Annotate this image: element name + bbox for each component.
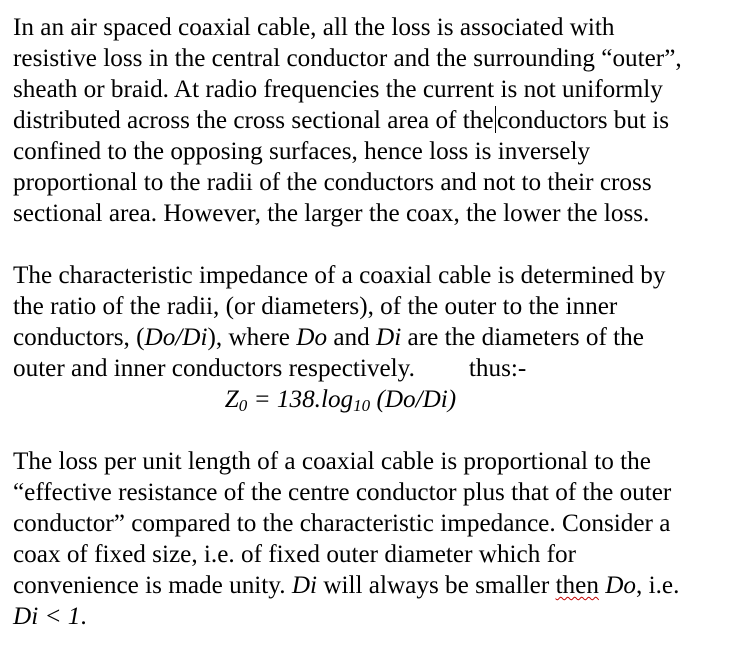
text-line bbox=[13, 601, 728, 632]
italic-text bbox=[13, 603, 80, 630]
formula-subscript: 0 bbox=[238, 396, 248, 415]
italic-text: Do bbox=[605, 572, 637, 599]
spellcheck-flagged-word[interactable]: then bbox=[555, 572, 599, 599]
text-span: Di bbox=[13, 603, 39, 630]
paragraph-2 bbox=[13, 260, 728, 415]
text-line: sheath or braid. At radio frequencies the current is not uniformly bbox=[13, 76, 663, 103]
paragraph-gap bbox=[13, 229, 728, 260]
text-span: and bbox=[327, 324, 377, 351]
formula-symbol: Z bbox=[224, 386, 239, 413]
text-line: “effective resistance of the centre conductor plus that of the outer bbox=[13, 479, 672, 506]
text-line: The loss per unit length of a coaxial cable is proportional to the bbox=[13, 448, 651, 475]
text-cursor bbox=[495, 106, 497, 133]
formula-text: = 138.log bbox=[247, 386, 354, 413]
text-line: proportional to the radii of the conductors and not to their cross bbox=[13, 169, 652, 196]
italic-text: Do bbox=[296, 324, 328, 351]
formula-subscript: 10 bbox=[353, 396, 371, 415]
text-line: the ratio of the radii, (or diameters), of the outer to the inner bbox=[13, 293, 618, 320]
text-span: are the diameters of the bbox=[401, 324, 644, 351]
text-span: will always be smaller bbox=[317, 572, 556, 599]
text-line bbox=[13, 353, 728, 384]
text-span: < 1 bbox=[38, 603, 81, 630]
formula bbox=[225, 386, 456, 413]
text-span: ), where bbox=[207, 324, 297, 351]
text-line bbox=[13, 322, 728, 353]
italic-text: Di bbox=[376, 324, 402, 351]
text-line: coax of fixed size, i.e. of fixed outer diameter which for bbox=[13, 541, 576, 568]
text-line: confined to the opposing surfaces, hence loss is inversely bbox=[13, 138, 591, 165]
text-span: , i.e. bbox=[636, 572, 680, 599]
text-span: conductors, ( bbox=[13, 324, 145, 351]
text-line: sectional area. However, the larger the coax, the lower the loss. bbox=[13, 200, 650, 227]
paragraph-1 bbox=[13, 12, 728, 229]
text-line: The characteristic impedance of a coaxial cable is determined by bbox=[13, 262, 666, 289]
document-body[interactable] bbox=[13, 12, 728, 632]
text-span: . bbox=[80, 603, 87, 630]
text-line bbox=[13, 105, 728, 136]
paragraph-3 bbox=[13, 446, 728, 632]
italic-text: Do/Di bbox=[144, 324, 208, 351]
text-line: resistive loss in the central conductor and the surrounding “outer”, bbox=[13, 45, 682, 72]
text-span: conductors but is bbox=[497, 107, 670, 134]
text-span: outer and inner conductors respectively. bbox=[13, 355, 415, 382]
paragraph-gap bbox=[13, 415, 728, 446]
italic-text: Di bbox=[291, 572, 318, 599]
text-line: In an air spaced coaxial cable, all the loss is associated with bbox=[13, 14, 615, 41]
text-span: convenience is made unity. bbox=[13, 572, 292, 599]
text-span: distributed across the cross sectional area of the bbox=[13, 107, 494, 134]
text-span: thus:- bbox=[468, 355, 527, 382]
formula-text: (Do/Di) bbox=[370, 386, 457, 413]
text-line: conductor” compared to the characteristic impedance. Consider a bbox=[13, 510, 671, 537]
text-line bbox=[13, 570, 728, 601]
formula-line bbox=[13, 384, 728, 415]
